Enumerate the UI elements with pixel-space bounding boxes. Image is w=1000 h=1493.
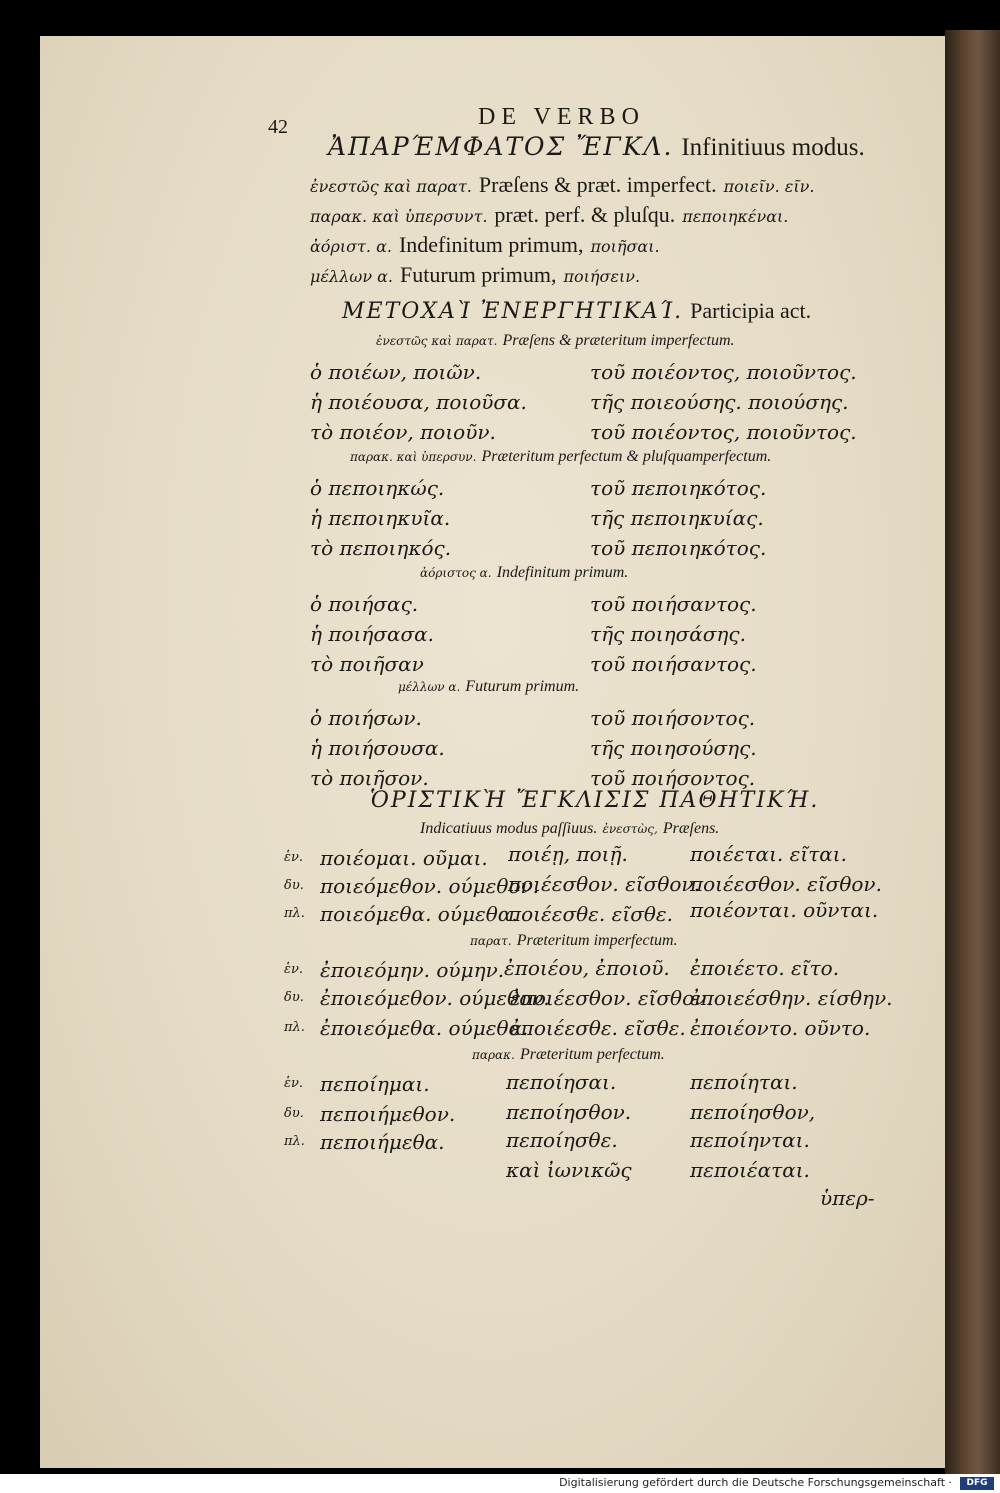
ind-cell: ἐποιέεσθον. εῖσθον. [510,986,713,1010]
footer-bar [0,1474,1000,1493]
ind-subheading [470,930,678,950]
ind-cell: ἐποιεόμην. ούμην. [320,958,505,982]
number-label: πλ. [284,1020,305,1035]
ind-cell: ἐποιεέσθην. είσθην. [690,986,893,1010]
part-left: ὁ ποιέων, ποιῶν. [310,360,482,384]
part-left: ἡ ποιέουσα, ποιοῦσα. [310,390,527,414]
part-subheading [420,562,628,582]
part-left: ἡ πεποιηκυῖα. [310,506,451,530]
sub-greek: ἐνεστῶς καὶ παρατ. [376,334,498,348]
ind-subheading [420,818,719,838]
number-label: δυ. [284,1106,304,1121]
inf-form: πεποιηκέναι. [682,207,789,226]
heading-indicative: ὉΡΙΣΤΙΚῊ ἜΓΚΛΙΣΙΣ ΠΑΘΗΤΙΚΉ. [370,788,820,813]
sub-latin: Præſens. [662,820,720,837]
dfg-logo: DFG [960,1477,994,1490]
part-right: τοῦ ποιήσοντος. [590,706,756,730]
ind-cell: ποιέομαι. οῦμαι. [320,846,488,870]
part-subheading [376,330,735,350]
part-subheading [350,446,771,466]
sub-latin: Præteritum perfectum. [519,1046,665,1063]
part-right: τοῦ πεποιηκότος. [590,536,767,560]
ind-cell: ἐποιεόμεθον. ούμεθον. [320,986,550,1010]
inf-greek: μέλλων α. [310,267,394,286]
part-left: ὁ ποιήσων. [310,706,422,730]
ind-cell: ποιέῃ, ποιῇ. [508,842,628,866]
heading-participles-latin: Participia act. [690,298,812,323]
part-right: τοῦ ποιήσαντος. [590,652,757,676]
ind-cell: ἐποιέετο. εῖτο. [690,956,840,980]
inf-greek: ἐνεστῶς καὶ παρατ. [310,177,472,196]
inf-latin: Futurum primum, [400,262,557,287]
ind-cell: πεποίησαι. [506,1070,617,1094]
ind-cell: ἐποιέοντο. οῦντο. [690,1016,871,1040]
inf-line [310,262,640,288]
ind-cell: ποιεόμεθα. ούμεθα. [320,902,518,926]
book-spine [945,30,1000,1474]
inf-line [310,202,788,228]
ionic-label: καὶ ἰωνικῶς [506,1158,632,1182]
inf-line [310,172,814,198]
sub-latin: Præteritum imperfectum. [516,932,678,949]
ind-cell: πεποιήμεθον. [320,1102,456,1126]
ind-cell: ἐποιέεσθε. εῖσθε. [510,1016,686,1040]
part-right: τῆς πεποιηκυίας. [590,506,764,530]
number-label: δυ. [284,878,304,893]
footer-credit: Digitalisierung gefördert durch die Deutsche Forschungsgemeinschaft · [559,1476,952,1489]
book-page [40,36,945,1468]
heading-participles-greek: ΜΕΤΟΧΑῚ ἘΝΕΡΓΗΤΙΚΑΊ. [342,299,684,324]
sub-greek: μέλλων α. [398,680,461,694]
sub-latin: Indefinitum primum. [496,564,629,581]
part-right: τοῦ πεποιηκότος. [590,476,767,500]
ind-cell: ἐποιέου, ἐποιοῦ. [504,956,670,980]
heading-infinitive [328,132,865,162]
ind-cell: πεποίημαι. [320,1072,430,1096]
ind-cell: πεποίηνται. [690,1128,810,1152]
part-right: τοῦ ποιέοντος, ποιοῦντος. [590,360,857,384]
ind-cell: πεποίησθον, [690,1100,816,1124]
sub-latin: Indicatiuus modus paſſiuus. [420,820,598,837]
part-left: τὸ ποιέον, ποιοῦν. [310,420,496,444]
ind-cell: ποιέεσθον. εῖσθον. [508,872,700,896]
inf-form: ποιῆσαι. [590,237,660,256]
heading-infinitive-greek: ἈΠΑΡΈΜΦΑΤΟΣ ἜΓΚΛ. [328,132,674,161]
sub-latin: Præteritum perfectum & pluſquamperfectum. [481,448,772,465]
part-left: τὸ ποιῆσον. [310,766,429,790]
inf-form: ποιήσειν. [563,267,641,286]
inf-greek: παρακ. καὶ ὑπερσυντ. [310,207,488,226]
page-number: 42 [268,116,288,138]
part-left: τὸ πεποιηκός. [310,536,452,560]
inf-form: ποιεῖν. εῖν. [723,177,815,196]
inf-line [310,232,660,258]
ind-cell: πεποίησθε. [506,1128,618,1152]
ionic-form: πεποιέαται. [690,1158,810,1182]
ind-cell: πεποίηται. [690,1070,798,1094]
sub-greek: ἀόριστος α. [420,566,492,580]
inf-latin: præt. perf. & pluſqu. [494,202,676,227]
ind-cell: ἐποιεόμεθα. ούμεθα. [320,1016,529,1040]
number-label: πλ. [284,906,305,921]
number-label: ἑν. [284,850,304,865]
inf-latin: Indefinitum primum, [398,232,584,257]
part-right: τοῦ ποιήσοντος. [590,766,756,790]
catchword: ὑπερ- [820,1186,875,1210]
ind-cell: ποιέεσθε. εῖσθε. [508,902,673,926]
part-right: τῆς ποιησάσης. [590,622,746,646]
ind-cell: ποιεόμεθον. ούμεθον. [320,874,540,898]
part-right: τοῦ ποιέοντος, ποιοῦντος. [590,420,857,444]
part-left: ὁ πεποιηκώς. [310,476,445,500]
ind-cell: ποιέεσθον. εῖσθον. [690,872,882,896]
number-label: ἑν. [284,1076,304,1091]
ind-cell: ποιέεται. εῖται. [690,842,847,866]
number-label: πλ. [284,1134,305,1149]
sub-greek: παρατ. [470,934,512,948]
part-right: τοῦ ποιήσαντος. [590,592,757,616]
part-left: ὁ ποιήσας. [310,592,419,616]
part-left: τὸ ποιῆσαν [310,652,424,676]
heading-infinitive-latin: Infinitiuus modus. [681,134,865,161]
inf-greek: ἀόριστ. α. [310,237,392,256]
ind-cell: ποιέονται. οῦνται. [690,898,879,922]
part-subheading [398,676,579,696]
ind-subheading [472,1044,665,1064]
sub-latin: Præſens & præteritum imperfectum. [502,332,735,349]
number-label: δυ. [284,990,304,1005]
part-left: ἡ ποιήσασα. [310,622,435,646]
number-label: ἑν. [284,962,304,977]
running-head: DE VERBO [478,104,645,130]
part-right: τῆς ποιησούσης. [590,736,757,760]
ind-cell: πεποιήμεθα. [320,1130,445,1154]
sub-greek: ἐνεστὼς, [602,822,658,836]
inf-latin: Præſens & præt. imperfect. [478,172,717,197]
sub-greek: παρακ. καὶ ὑπερσυν. [350,450,477,464]
part-right: τῆς ποιεούσης. ποιούσης. [590,390,849,414]
heading-participles [342,298,811,324]
sub-greek: παρακ. [472,1048,515,1062]
ind-cell: πεποίησθον. [506,1100,632,1124]
sub-latin: Futurum primum. [465,678,580,695]
part-left: ἡ ποιήσουσα. [310,736,445,760]
